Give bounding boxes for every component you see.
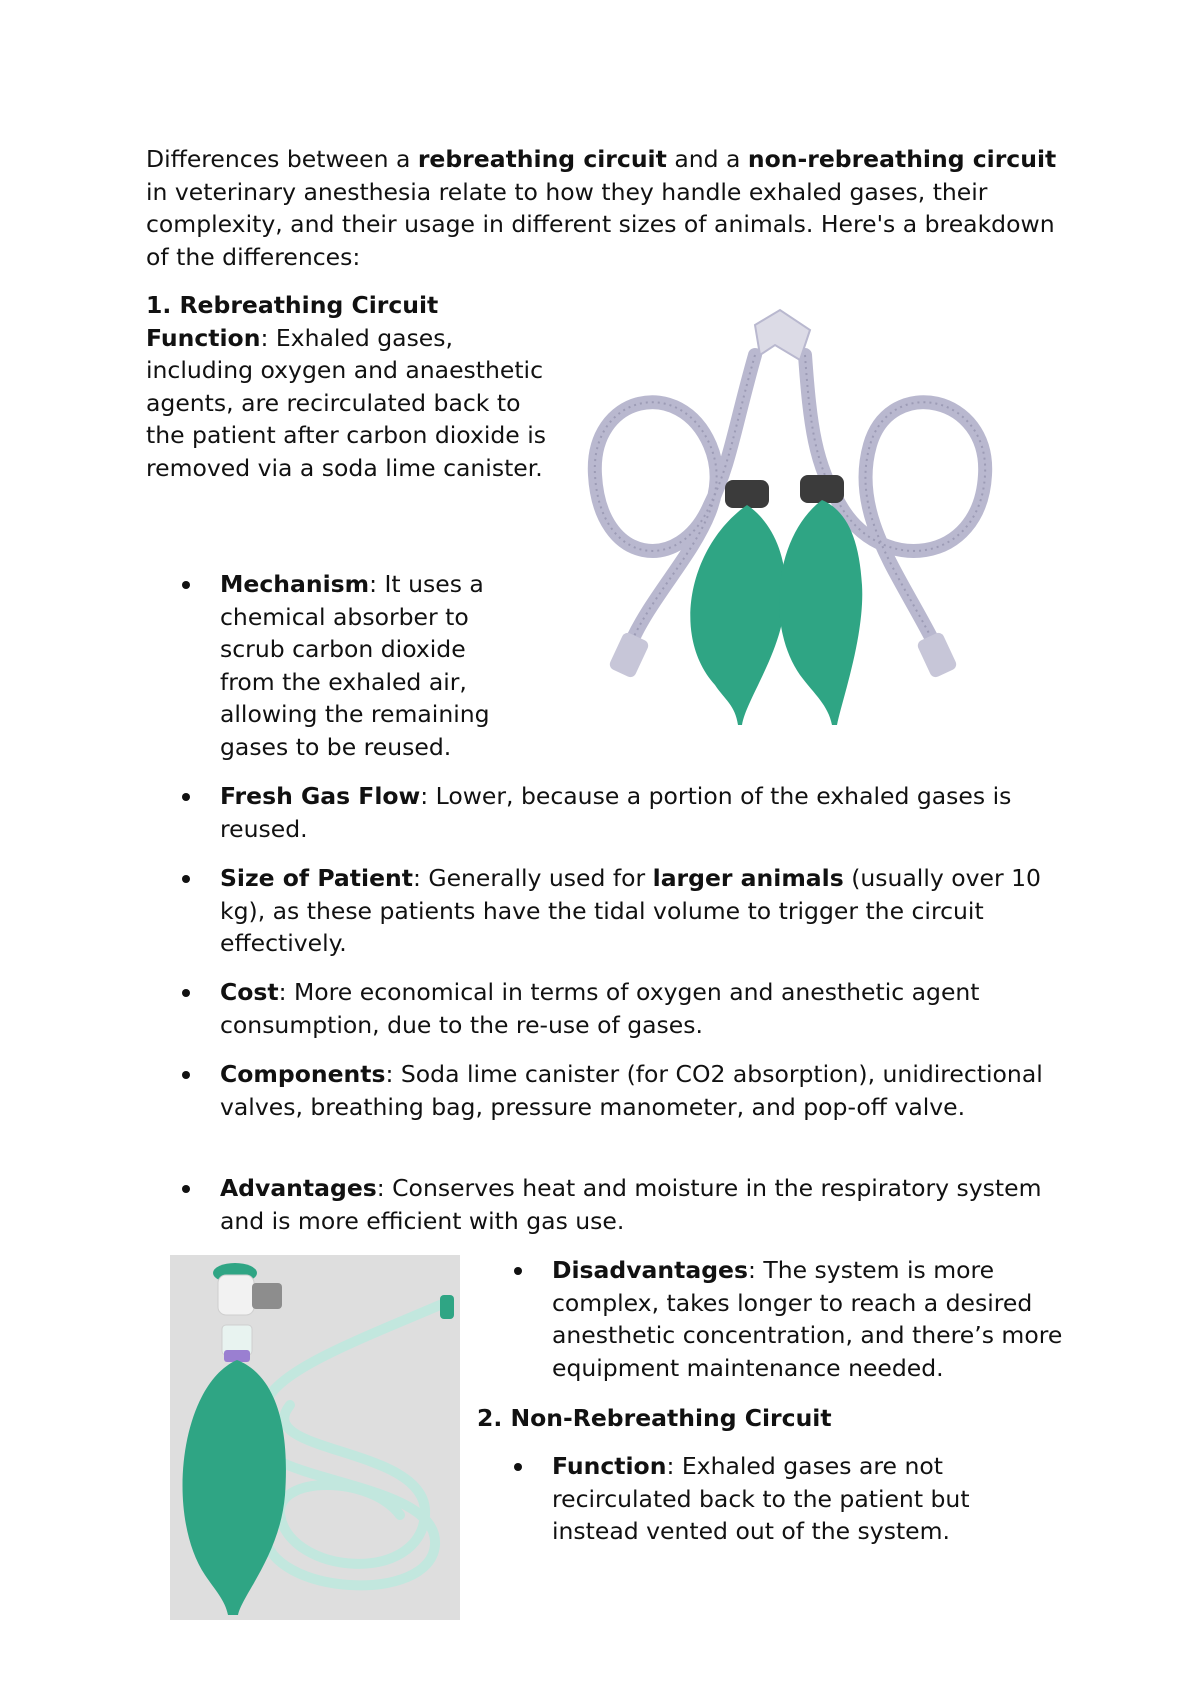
- bullet-dot: [182, 793, 190, 801]
- bullet-dot: [182, 1185, 190, 1193]
- non-rebreathing-circuit-photo: [170, 1255, 460, 1620]
- intro-term-rebreathing: rebreathing circuit: [417, 145, 667, 173]
- intro-term-non-rebreathing: non-rebreathing circuit: [747, 145, 1057, 173]
- rebreathing-circuit-illustration: [560, 305, 1040, 725]
- bullet-text: : Exhaled gases are not recirculated back to the patient but instead vented out of the system.: [552, 1452, 970, 1545]
- section1-block: [146, 289, 546, 484]
- bullet-label: Cost: [220, 978, 279, 1006]
- bullet-label: Function: [552, 1452, 667, 1480]
- bullet-text: : Soda lime canister (for CO2 absorption), unidirectional valves, breathing bag, pressure manometer, and pop-off valve.: [220, 1060, 1043, 1121]
- bullet-dot: [182, 875, 190, 883]
- bullet-label: Components: [220, 1060, 386, 1088]
- bullet-dot: [514, 1463, 522, 1471]
- intro-text-3: in veterinary anesthesia relate to how they handle exhaled gases, their complexity, and their usage in different sizes of animals. Here's a breakdown of the differences:: [146, 177, 1055, 271]
- intro-paragraph: [146, 143, 1066, 273]
- bullet-dot: [182, 1071, 190, 1079]
- bullet-dot: [182, 989, 190, 997]
- bullet-text: : Generally used for: [412, 864, 653, 892]
- bullet-dot: [182, 581, 190, 589]
- section2-heading: [477, 1402, 832, 1435]
- bullet-text-continued: (usually over 10 kg), as these patients have the tidal volume to trigger the circuit effectively.: [220, 864, 1042, 957]
- bullet-label: Fresh Gas Flow: [220, 782, 421, 810]
- intro-text-2: and a: [666, 145, 748, 173]
- bullet-label: Advantages: [220, 1174, 377, 1202]
- section1-heading: 1. Rebreathing Circuit: [146, 291, 439, 319]
- bullet-label: Mechanism: [220, 570, 370, 598]
- section2-heading-text: 2. Non-Rebreathing Circuit: [477, 1404, 832, 1432]
- bullet-label-emphasis: larger animals: [652, 864, 844, 892]
- intro-text-1: Differences between a: [146, 145, 418, 173]
- bullet-text: : More economical in terms of oxygen and anesthetic agent consumption, due to the re-use of gases.: [220, 978, 980, 1039]
- bullet-label: Size of Patient: [220, 864, 413, 892]
- section1-function-text: : Exhaled gases, including oxygen and anaesthetic agents, are recirculated back to the patient after carbon dioxide is removed via a soda lime canister.: [146, 323, 546, 482]
- section1-function-label: Function: [146, 323, 261, 352]
- bullet-text: : Conserves heat and moisture in the respiratory system and is more efficient with gas use.: [220, 1174, 1042, 1235]
- bullet-text: : It uses a chemical absorber to scrub carbon dioxide from the exhaled air, allowing the remaining gases to be reused.: [220, 570, 490, 761]
- rebreathing-circuit-photo: [560, 305, 1040, 725]
- bullet-label: Disadvantages: [552, 1256, 748, 1284]
- bullet-text: : Lower, because a portion of the exhaled gases is reused.: [220, 782, 1012, 843]
- bullet-text: : The system is more complex, takes longer to reach a desired anesthetic concentration, and there’s more equipment maintenance needed.: [552, 1256, 1063, 1382]
- non-rebreathing-circuit-illustration: [170, 1255, 460, 1620]
- bullet-dot: [514, 1267, 522, 1275]
